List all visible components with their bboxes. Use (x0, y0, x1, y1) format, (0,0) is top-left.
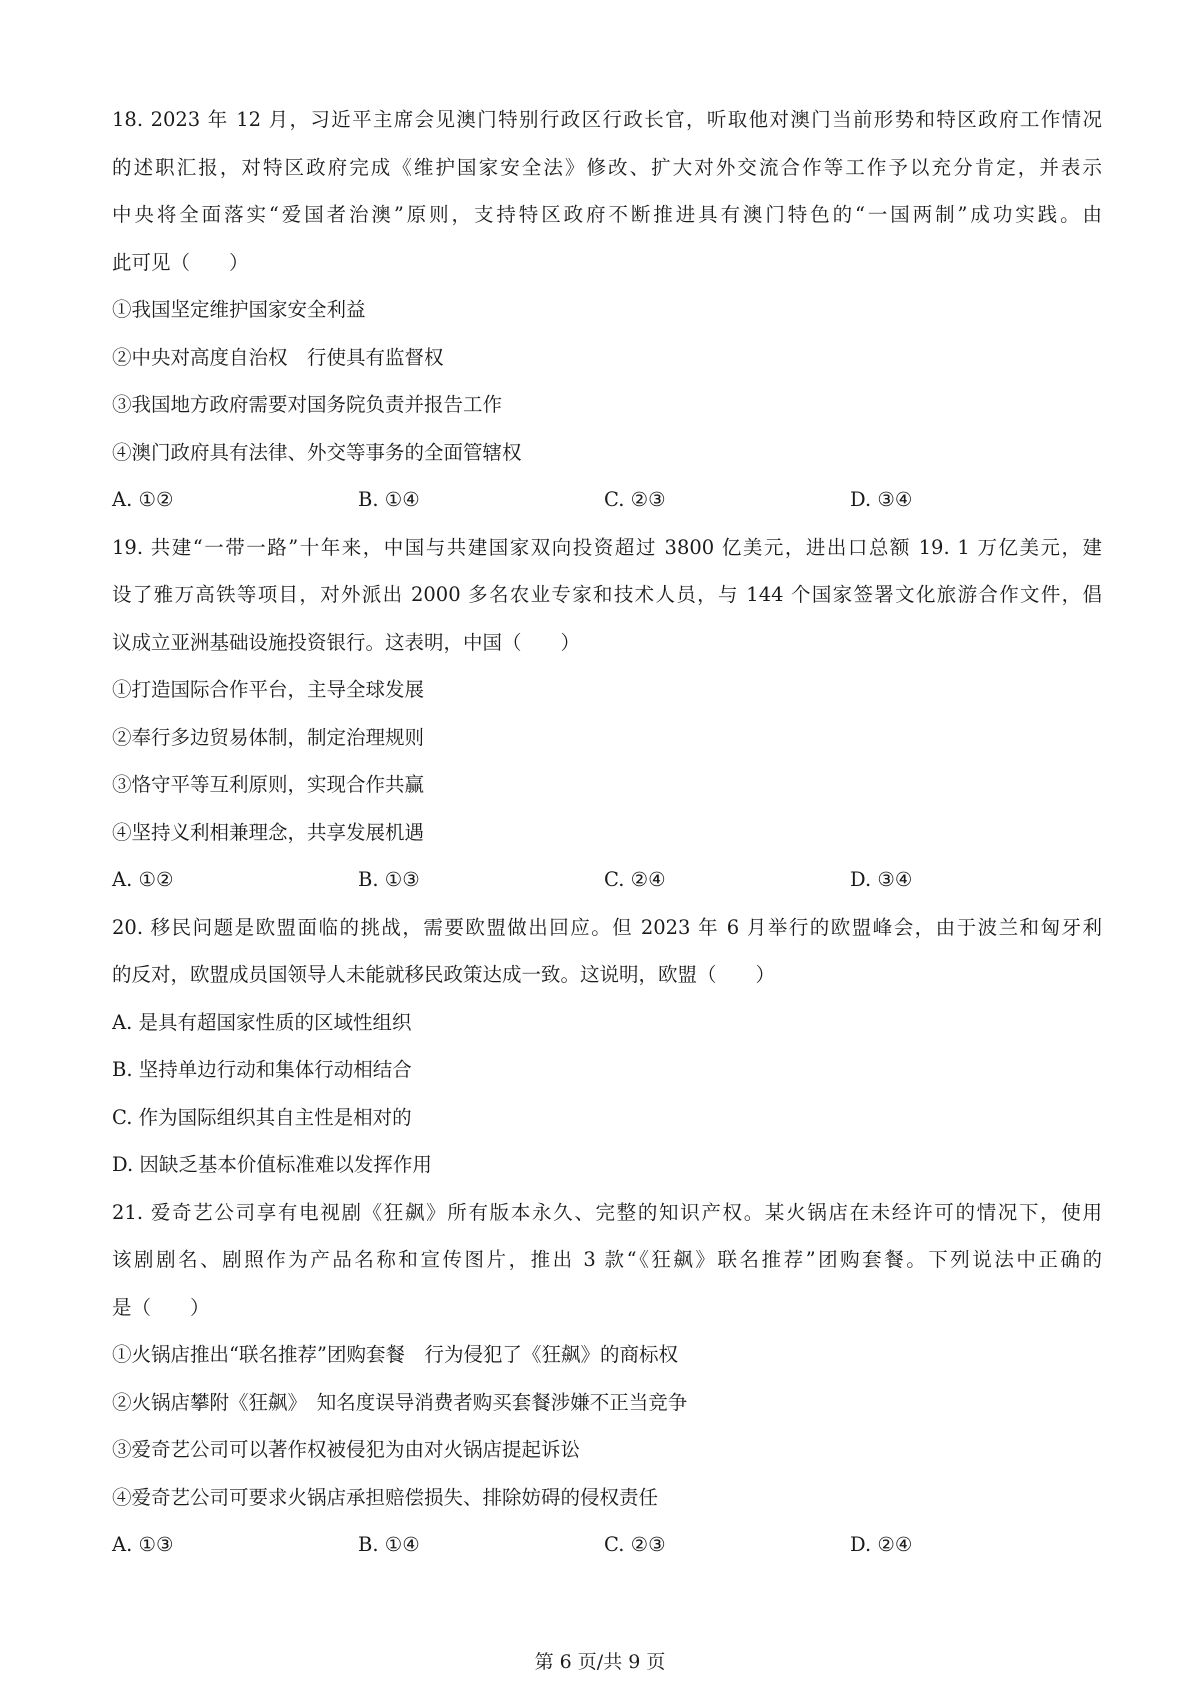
option-item: ①打造国际合作平台，主导全球发展 (112, 678, 425, 701)
answer-choices (112, 476, 1102, 524)
question-stem-line: 议成立亚洲基础设施投资银行。这表明，中国（ ） (112, 630, 581, 654)
question-stem-line: 19. 共建“一带一路”十年来，中国与共建国家双向投资超过 3800 亿美元，进出口总额 19. 1 万亿美元，建 (112, 535, 1102, 559)
question-stem-line: 18. 2023 年 12 月，习近平主席会见澳门特别行政区行政长官，听取他对澳门当前形势和特区政府工作情况 (112, 108, 1102, 131)
answer-choices (112, 856, 1102, 904)
choice-c: C. ②③ (604, 488, 666, 511)
exam-page-content (112, 96, 1102, 1569)
choice-b: B. ①④ (358, 1533, 420, 1556)
choice-b: B. ①④ (358, 488, 420, 511)
option-item: ③我国地方政府需要对国务院负责并报告工作 (112, 393, 503, 416)
question-18 (112, 96, 1102, 524)
choice-d: D. ③④ (850, 488, 913, 511)
option-item: ②奉行多边贸易体制，制定治理规则 (112, 725, 425, 749)
option-item: ④爱奇艺公司可要求火锅店承担赔偿损失、排除妨碍的侵权责任 (112, 1485, 659, 1509)
choice-b: B. ①③ (358, 868, 420, 891)
option-item: ③恪守平等互利原则，实现合作共赢 (112, 773, 425, 796)
question-stem-line: 该剧剧名、剧照作为产品名称和宣传图片，推出 3 款“《狂飙》联名推荐”团购套餐。下列说法中正确的 (112, 1248, 1102, 1271)
option-item: ④坚持义利相兼理念，共享发展机遇 (112, 820, 425, 844)
question-stem-line: 此可见（ ） (112, 250, 249, 274)
option-item: ④澳门政府具有法律、外交等事务的全面管辖权 (112, 440, 522, 464)
question-19 (112, 524, 1102, 904)
option-item: A. 是具有超国家性质的区域性组织 (112, 1010, 412, 1034)
choice-d: D. ③④ (850, 868, 913, 891)
option-item: ②火锅店攀附《狂飙》 知名度误导消费者购买套餐涉嫌不正当竞争 (112, 1390, 688, 1414)
choice-a: A. ①③ (112, 1533, 174, 1556)
option-item: ③爱奇艺公司可以著作权被侵犯为由对火锅店提起诉讼 (112, 1438, 581, 1461)
choice-a: A. ①② (112, 868, 174, 891)
question-stem-line: 中央将全面落实“爱国者治澳”原则，支持特区政府不断推进具有澳门特色的“一国两制”成功实践。由 (112, 203, 1102, 226)
choice-a: A. ①② (112, 488, 174, 511)
option-item: ②中央对高度自治权 行使具有监督权 (112, 345, 444, 369)
question-stem-line: 是（ ） (112, 1295, 210, 1319)
question-stem-line: 设了雅万高铁等项目，对外派出 2000 多名农业专家和技术人员，与 144 个国家签署文化旅游合作文件，倡 (112, 583, 1102, 606)
option-item: ①火锅店推出“联名推荐”团购套餐 行为侵犯了《狂飙》的商标权 (112, 1343, 678, 1366)
question-21 (112, 1189, 1102, 1569)
question-stem-line: 的述职汇报，对特区政府完成《维护国家安全法》修改、扩大对外交流合作等工作予以充分肯定，并表示 (112, 155, 1102, 179)
page-footer: 第 6 页/共 9 页 (534, 1651, 666, 1673)
question-stem-line: 20. 移民问题是欧盟面临的挑战，需要欧盟做出回应。但 2023 年 6 月举行的欧盟峰会，由于波兰和匈牙利 (112, 915, 1102, 939)
answer-choices (112, 1521, 1102, 1569)
option-item: B. 坚持单边行动和集体行动相结合 (112, 1058, 412, 1081)
choice-d: D. ②④ (850, 1533, 913, 1556)
option-item: C. 作为国际组织其自主性是相对的 (112, 1105, 412, 1129)
question-20 (112, 904, 1102, 1189)
choice-c: C. ②③ (604, 1533, 666, 1556)
option-item: ①我国坚定维护国家安全利益 (112, 298, 366, 321)
question-stem-line: 21. 爱奇艺公司享有电视剧《狂飙》所有版本永久、完整的知识产权。某火锅店在未经许可的情况下，使用 (112, 1200, 1102, 1224)
question-stem-line: 的反对，欧盟成员国领导人未能就移民政策达成一致。这说明，欧盟（ ） (112, 963, 776, 986)
choice-c: C. ②④ (604, 868, 666, 891)
option-item: D. 因缺乏基本价值标准难以发挥作用 (112, 1153, 432, 1176)
